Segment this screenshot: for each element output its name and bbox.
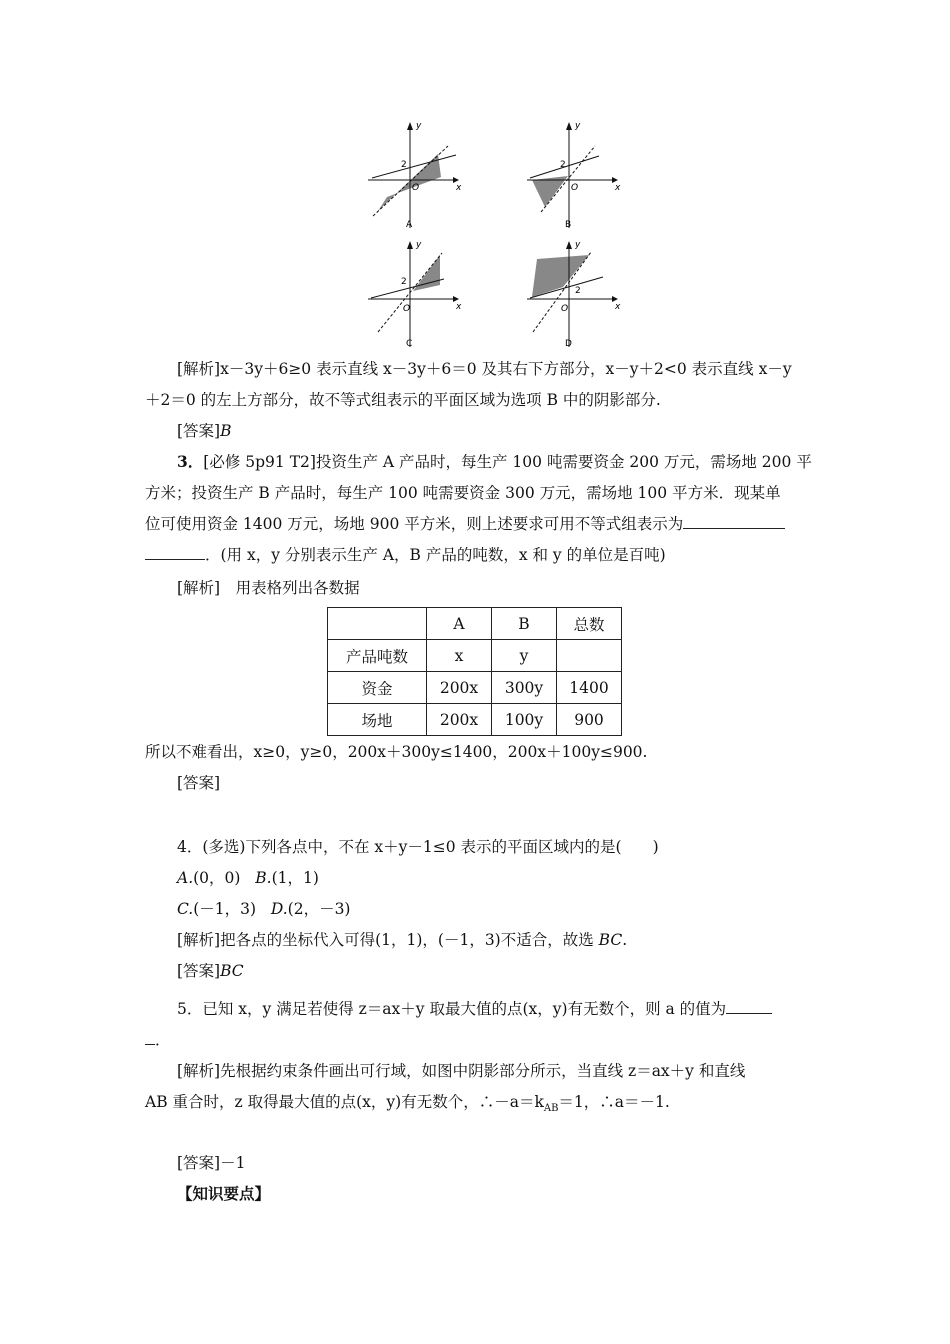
table-cell: 300y: [492, 672, 557, 704]
table-cell: 200x: [427, 704, 492, 736]
q3-answer: [答案]: [177, 774, 221, 792]
table-cell: x: [427, 640, 492, 672]
figure-a: [368, 118, 463, 230]
figure-label: C: [406, 339, 413, 349]
q5-stem-end: ．: [145, 1029, 171, 1051]
table-cell: [557, 640, 622, 672]
q5-analysis-line-2: AB 重合时，z 取得最大值的点(x，y)有无数个，$\therefore-a=k_{AB}=1$，∴a＝－1.: [145, 1093, 670, 1115]
option-b: (1，1): [271, 869, 319, 887]
axis-x-label: x: [615, 183, 621, 193]
table-cell: y: [492, 640, 557, 672]
table-header-cell: 总数: [557, 608, 622, 640]
data-table: [327, 607, 622, 736]
q3-analysis: [解析] 用表格列出各数据: [177, 579, 360, 597]
q4-options-ab: [177, 867, 319, 889]
q5-answer: [答案]－1: [177, 1154, 246, 1172]
option-d-label: D.: [270, 900, 288, 918]
figure-c: [368, 237, 463, 349]
axis-y-label: y: [575, 240, 581, 250]
shaded-region: [532, 176, 568, 207]
option-d: (2，－3): [287, 900, 351, 918]
q3-stem-line-4: ．(用 x，y 分别表示生产 A，B 产品的吨数，x 和 y 的单位是百吨): [145, 544, 666, 566]
q4-answer: [答案]BC: [177, 962, 244, 980]
table-cell: 场地: [328, 704, 427, 736]
answer-blank[interactable]: [726, 999, 772, 1014]
option-c: (－1，3): [193, 900, 257, 918]
answer-blank-continued[interactable]: [145, 1030, 155, 1045]
axis-x-label: x: [456, 302, 462, 312]
figure-label: B: [565, 220, 572, 230]
table-row: [328, 704, 622, 736]
option-b-label: B.: [255, 869, 272, 887]
figure-b: [527, 118, 622, 230]
axis-y-label: y: [416, 121, 422, 131]
axis-y-label: y: [416, 240, 422, 250]
intercept-label: 2: [401, 277, 407, 287]
option-c-label: C.: [177, 900, 194, 918]
q2-analysis-line-1: [解析]x－3y＋6≥0 表示直线 x－3y＋6＝0 及其右下方部分，x－y＋2<0 表示直线 x－y: [177, 360, 792, 378]
table-row: [328, 640, 622, 672]
origin-label: O: [561, 304, 569, 314]
intercept-label: 2: [560, 160, 566, 170]
origin-label: O: [403, 304, 411, 314]
table-header-cell: [328, 608, 427, 640]
axis-x-label: x: [615, 302, 621, 312]
table-cell: 100y: [492, 704, 557, 736]
q2-answer: [答案]B: [177, 422, 232, 440]
table-cell: 200x: [427, 672, 492, 704]
table-header-cell: B: [492, 608, 557, 640]
q2-analysis-line-2: ＋2＝0 的左上方部分，故不等式组表示的平面区域为选项 B 中的阴影部分.: [145, 391, 661, 409]
origin-label: O: [412, 183, 420, 193]
origin-label: O: [571, 183, 579, 193]
table-header-row: [328, 608, 622, 640]
q5-stem: 5．已知 x，y 满足若使得 z＝ax＋y 取最大值的点(x，y)有无数个，则 a 的值为: [177, 998, 772, 1020]
option-a: (0，0): [193, 869, 241, 887]
intercept-label: 2: [575, 286, 581, 296]
table-header-cell: A: [427, 608, 492, 640]
q5-analysis-line-1: [解析]先根据约束条件画出可行域，如图中阴影部分所示，当直线 z＝ax＋y 和直线: [177, 1062, 746, 1080]
table-cell: 产品吨数: [328, 640, 427, 672]
q3-stem-line-2: 方米；投资生产 B 产品时，每生产 100 吨需要资金 300 万元，需场地 100 平方米．现某单: [145, 484, 781, 502]
table-cell: 900: [557, 704, 622, 736]
answer-blank-continued[interactable]: [145, 545, 205, 560]
table-cell: 资金: [328, 672, 427, 704]
q3-conclusion: 所以不难看出，x≥0，y≥0，200x＋300y≤1400，200x＋100y≤900.: [145, 743, 648, 761]
table-row: [328, 672, 622, 704]
figure-label: A: [406, 220, 413, 230]
axis-x-label: x: [456, 183, 462, 193]
section-heading: 【知识要点】: [177, 1184, 271, 1203]
answer-blank[interactable]: [683, 514, 785, 529]
intercept-label: 2: [401, 160, 407, 170]
table-cell: 1400: [557, 672, 622, 704]
axis-y-label: y: [575, 121, 581, 131]
option-a-label: A.: [177, 869, 194, 887]
figure-label: D: [565, 339, 572, 349]
figure-d: [527, 237, 622, 349]
q4-options-cd: [177, 898, 350, 920]
q3-stem-line-1: 3．[必修 5p91 T2]投资生产 A 产品时，每生产 100 吨需要资金 200 万元，需场地 200 平: [177, 452, 812, 471]
q3-stem-line-3: 位可使用资金 1400 万元，场地 900 平方米，则上述要求可用不等式组表示为: [145, 513, 785, 535]
q4-analysis: [解析]把各点的坐标代入可得(1，1)，(－1，3)不适合，故选 BC.: [177, 931, 628, 949]
q4-stem: 4．(多选)下列各点中，不在 x＋y－1≤0 表示的平面区域内的是( ): [177, 838, 659, 856]
